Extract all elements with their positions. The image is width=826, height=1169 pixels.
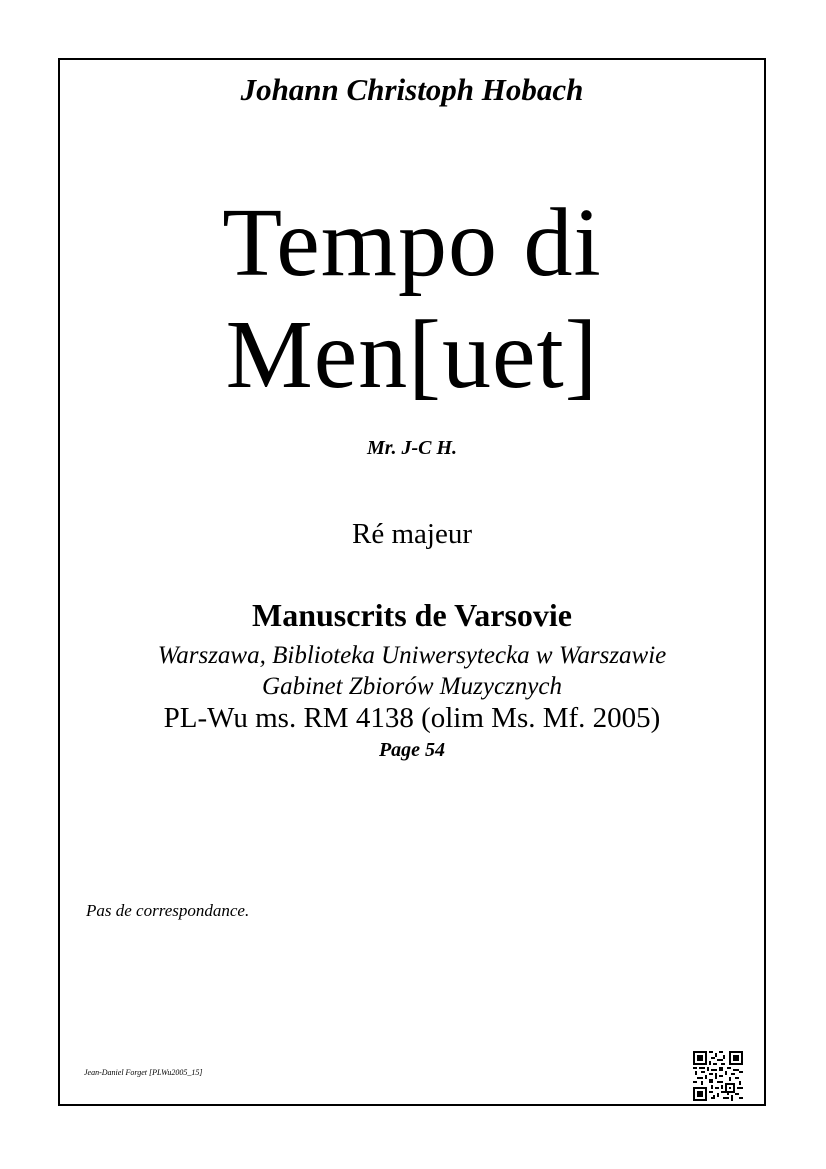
credit-line: Jean-Daniel Forget [PLWu2005_15]	[84, 1068, 203, 1077]
attribution: Mr. J-C H.	[366, 437, 458, 459]
cabinet-name: Gabinet Zbiorów Muzycznych	[262, 673, 562, 700]
library-name: Warszawa, Biblioteka Uniwersytecka w Warszawie	[157, 642, 667, 669]
correspondence-note: Pas de correspondance.	[86, 901, 250, 920]
title-line-1: Tempo di	[222, 189, 602, 297]
shelfmark: PL-Wu ms. RM 4138 (olim Ms. Mf. 2005)	[163, 702, 661, 734]
title-line-2: Men[uet]	[225, 301, 599, 409]
qr-code-icon	[693, 1051, 743, 1101]
key-signature: Ré majeur	[352, 518, 472, 550]
collection-title: Manuscrits de Varsovie	[252, 597, 572, 633]
composer-name: Johann Christoph Hobach	[240, 72, 584, 107]
page-reference: Page 54	[378, 739, 446, 761]
